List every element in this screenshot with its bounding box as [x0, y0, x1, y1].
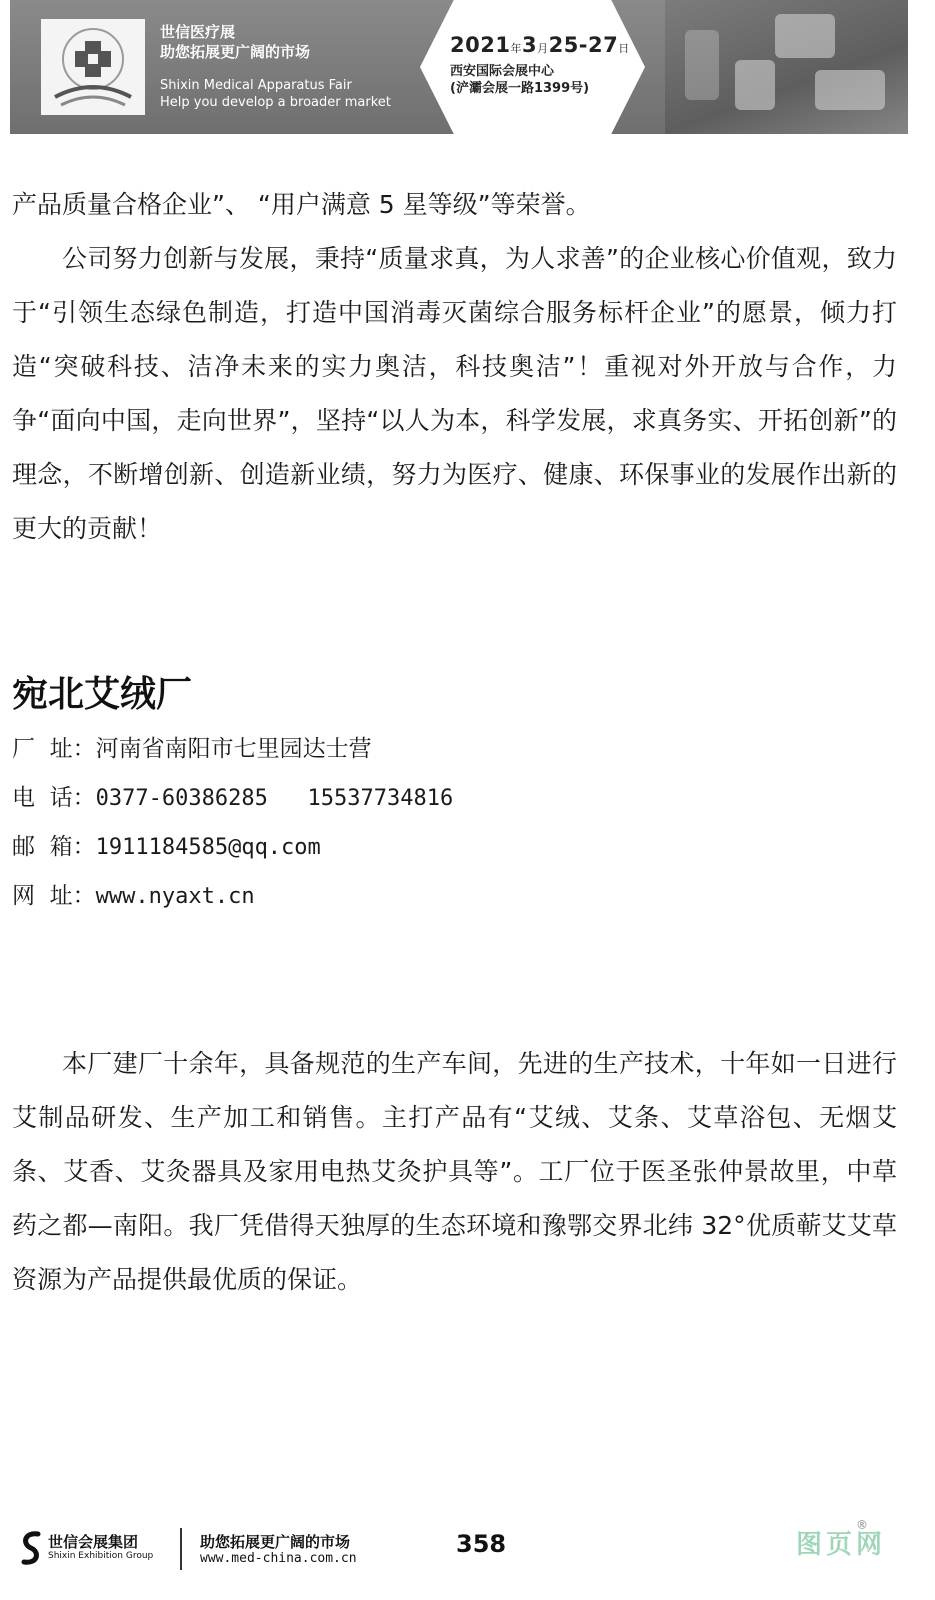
medical-equipment-photo — [665, 0, 908, 134]
venue-address: (浐灞会展一路1399号) — [450, 81, 590, 96]
fair-venue — [450, 63, 589, 97]
phone-label: 电 话： — [12, 785, 96, 811]
fair-title-line1: 世信医疗展 — [160, 23, 236, 41]
date-year: 2021 — [450, 33, 511, 57]
footer-group-name: 世信会展集团 — [48, 1533, 139, 1551]
footer-slogan: 助您拓展更广阔的市场 — [200, 1533, 351, 1551]
paragraph-company-description: 本厂建厂十余年，具备规范的生产车间，先进的生产技术，十年如一日进行艾制品研发、生产加工和销售。主打产品有“艾绒、艾条、艾草浴包、无烟艾条、艾香、艾灸器具及家用电热艾灸护具等”。工厂位于医圣张仲景故里，中草药之都—南阳。我厂凭借得天独厚的生态环境和豫鄂交界北纬 32°优质蕲艾艾草资源为产品提供最优质的保证。 — [12, 1049, 897, 1294]
equipment-shape-icon — [815, 70, 885, 110]
email-row — [12, 828, 321, 861]
fair-title-en-line1: Shixin Medical Apparatus Fair — [160, 78, 352, 93]
date-days: 25-27 — [548, 33, 619, 57]
registered-mark-icon: ® — [856, 1518, 873, 1533]
watermark-text: 图页网 — [796, 1530, 887, 1560]
equipment-shape-icon — [685, 30, 719, 100]
footer-divider — [180, 1528, 182, 1570]
date-year-unit: 年 — [510, 42, 522, 55]
website-label: 网 址： — [12, 883, 96, 909]
date-day-unit: 日 — [618, 42, 630, 55]
equipment-shape-icon — [735, 60, 775, 110]
email-label: 邮 箱： — [12, 834, 96, 860]
fair-title-en — [160, 77, 391, 111]
paragraph-company-values: 公司努力创新与发展，秉持“质量求真，为人求善”的企业核心价值观，致力于“引领生态绿色制造，打造中国消毒灭菌综合服务标杆企业”的愿景，倾力打造“突破科技、洁净未来的实力奥洁，科技奥洁”！重视对外开放与合作，力争“面向中国，走向世界”，坚持“以人为本，科学发展，求真务实、开拓创新”的理念，不断增创新、创造新业绩，努力为医疗、健康、环保事业的发展作出新的更大的贡献！ — [12, 244, 897, 543]
date-month-unit: 月 — [537, 42, 549, 55]
medical-cross-logo-icon — [41, 19, 145, 115]
fair-logo — [41, 19, 145, 115]
fair-title-cn — [160, 22, 310, 62]
equipment-shape-icon — [775, 14, 835, 58]
page-number: 358 — [456, 1530, 507, 1558]
website-value: www.nyaxt.cn — [95, 884, 255, 909]
group-logo-icon — [18, 1528, 44, 1568]
venue-name: 西安国际会展中心 — [450, 64, 555, 79]
paragraph-honors: 产品质量合格企业”、 “用户满意 5 星等级”等荣誉。 — [12, 190, 591, 219]
fair-date — [450, 33, 630, 57]
email-value: 1911184585@qq.com — [95, 835, 321, 860]
watermark — [796, 1518, 902, 1561]
address-row — [12, 730, 372, 763]
fair-title-line2: 助您拓展更广阔的市场 — [160, 43, 311, 61]
header-banner — [10, 0, 908, 134]
footer-group-name-en: Shixin Exhibition Group — [48, 1551, 154, 1561]
phone-row — [12, 779, 453, 812]
company-name: 宛北艾绒厂 — [12, 674, 193, 715]
date-month: 3 — [521, 33, 538, 57]
fair-title-en-line2: Help you develop a broader market — [160, 95, 391, 110]
address-label: 厂 址： — [12, 736, 96, 762]
footer-website-link[interactable]: www.med-china.com.cn — [200, 1551, 357, 1566]
address-value: 河南省南阳市七里园达士营 — [95, 736, 372, 762]
phone-value: 0377-60386285 15537734816 — [95, 786, 454, 811]
website-row — [12, 877, 255, 910]
